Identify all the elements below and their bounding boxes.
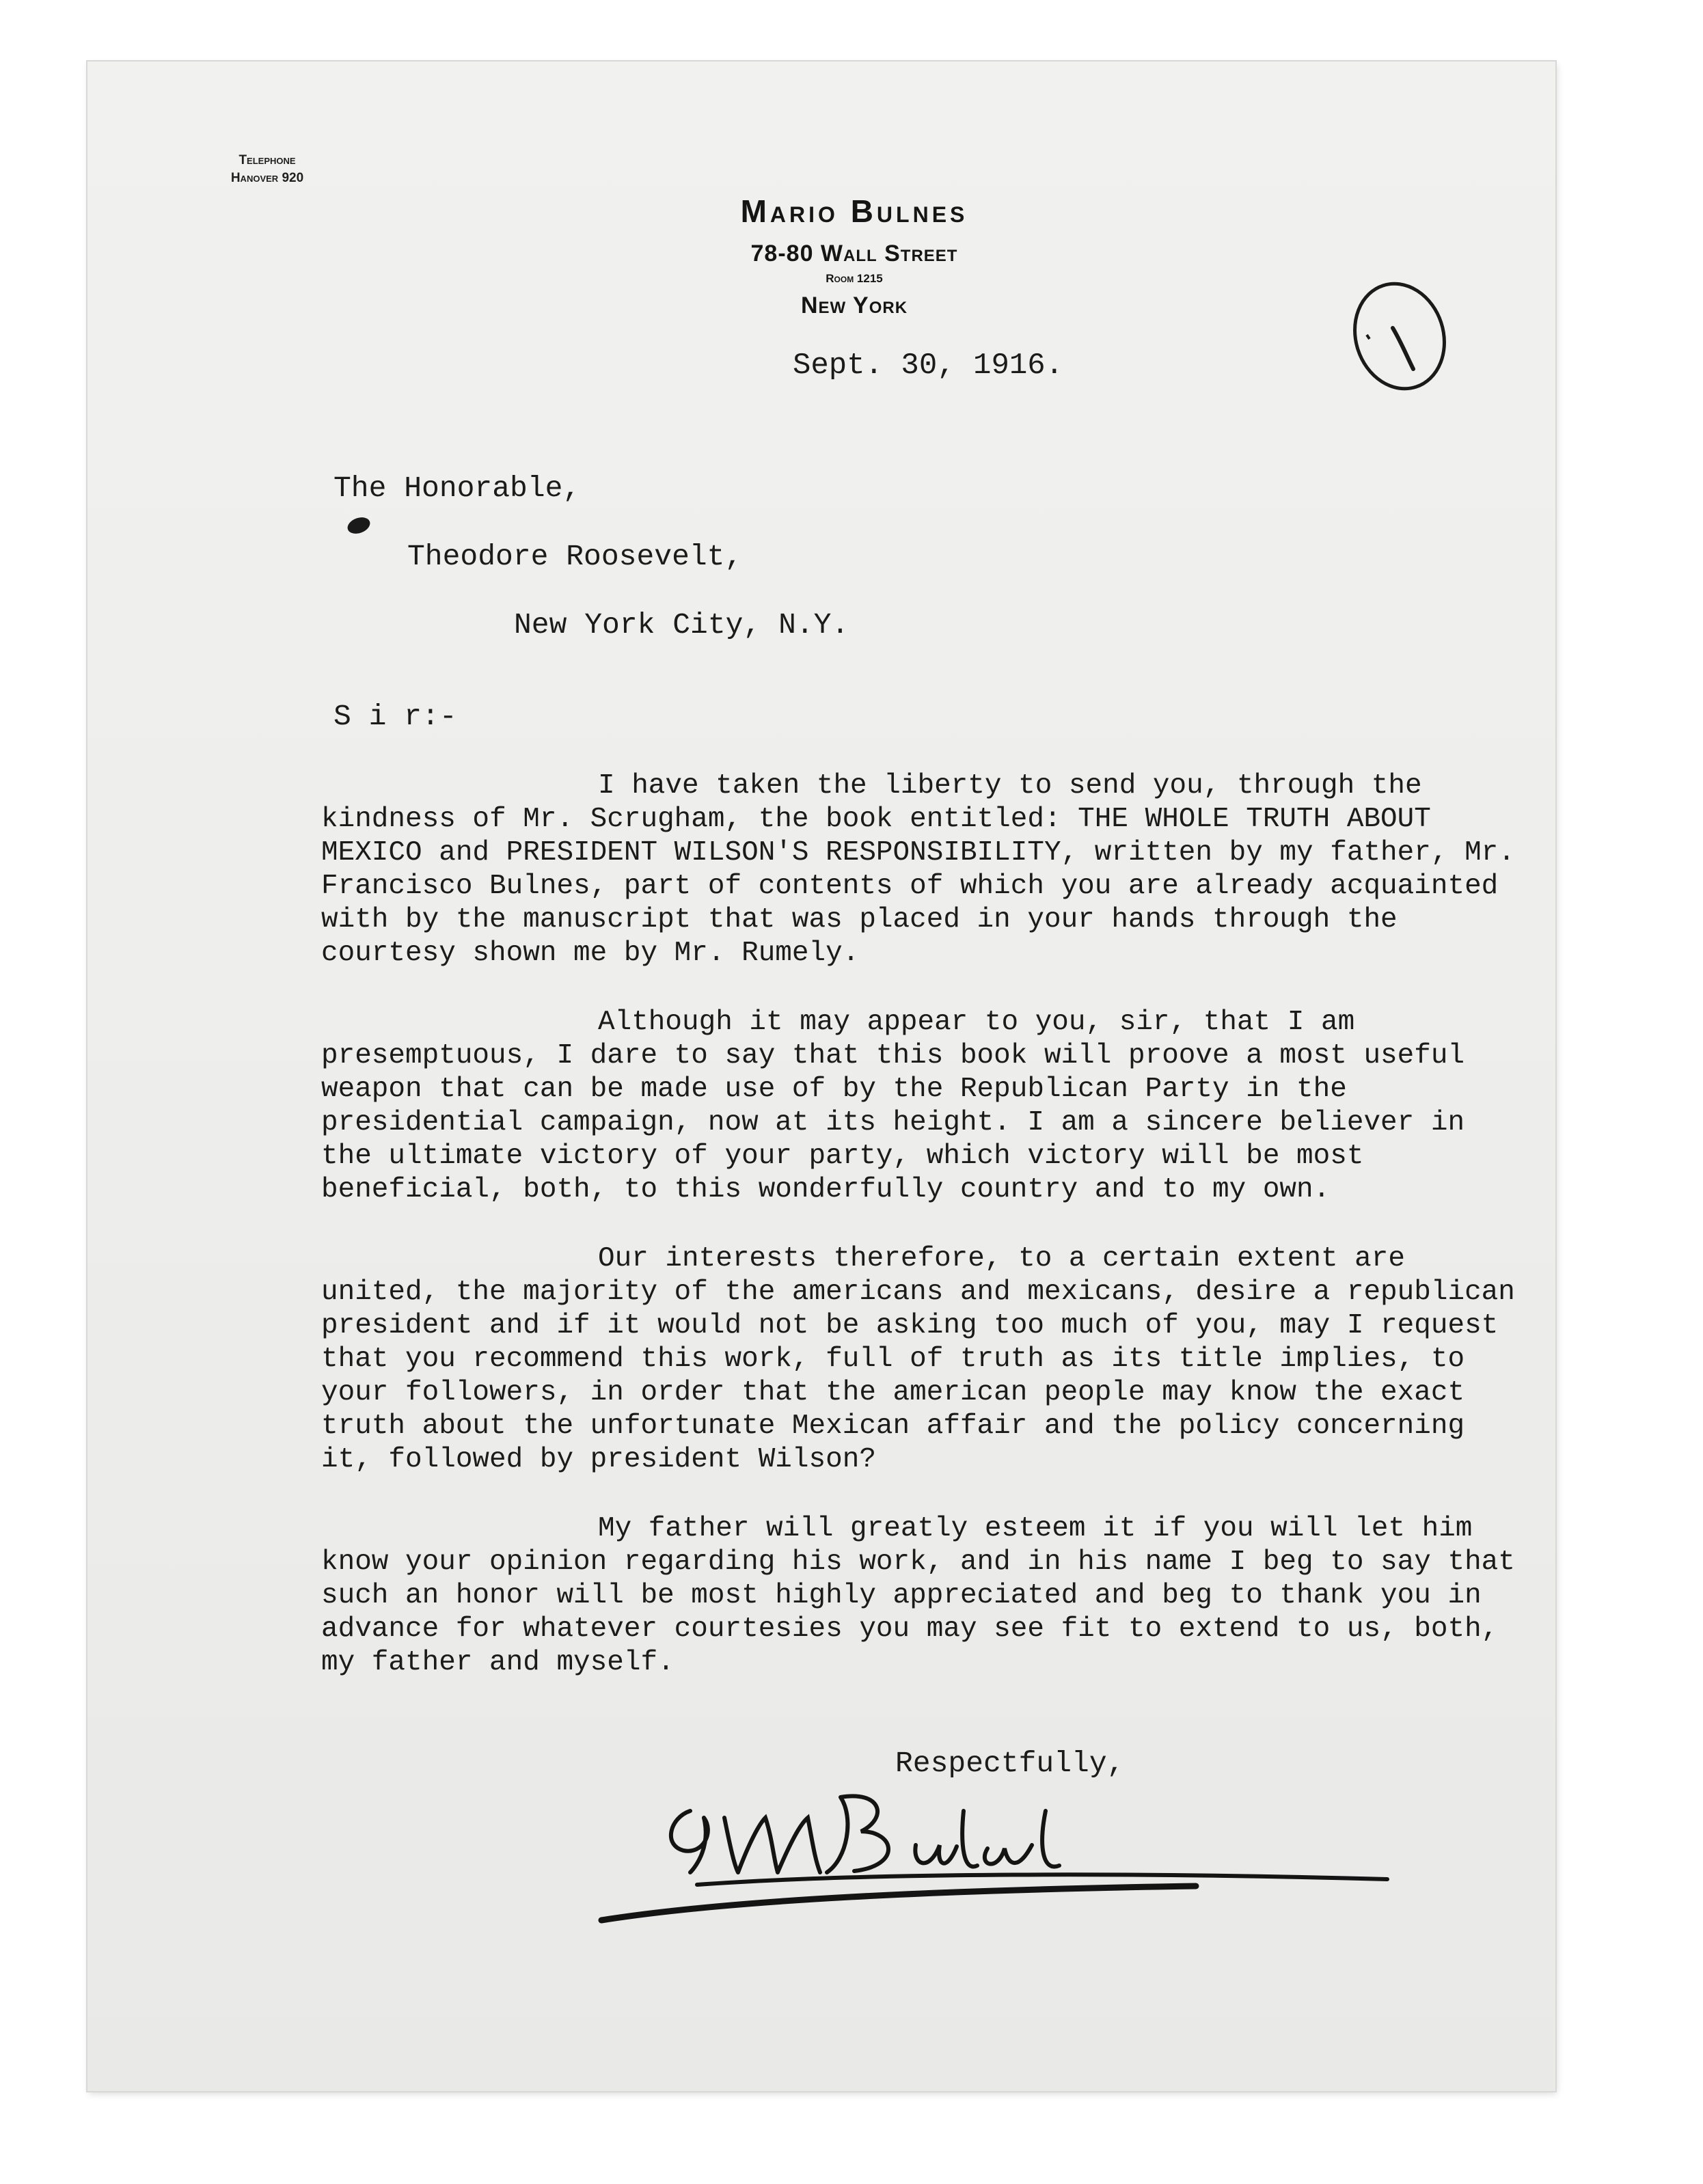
telephone-block: [209, 152, 325, 187]
handwritten-circle-mark: [1339, 273, 1469, 403]
letter-date: Sept. 30, 1916.: [793, 349, 1064, 383]
telephone-label: Telephone: [239, 153, 296, 167]
body-paragraph-2: Although it may appear to you, sir, that I am presemptuous, I dare to say that this book will proove a most useful weapon that can be made use of by the Republican Party in the presidential campaign, now at its height. I am a sincere believer in the ultimate victory of your party, which victory will be most beneficial, both, to this wonderfully country and to my own.: [321, 1007, 1465, 1205]
address-line-1: The Honorable,: [333, 472, 581, 505]
salutation: S i r:-: [333, 700, 457, 733]
body-paragraph-3: Our interests therefore, to a certain extent are united, the majority of the americans and mexicans, desire a republican president and if it would not be asking too much of you, may I request that you recommend this work, full of truth as its title implies, to your followers, in order that the american people may know the exact truth about the unfortunate Mexican affair and the policy concerning it, followed by president Wilson?: [321, 1243, 1515, 1475]
address-line-3: New York City, N.Y.: [514, 608, 849, 642]
closing: Respectfully,: [895, 1747, 1125, 1780]
body-paragraph-4: My father will greatly esteem it if you will let him know your opinion regarding his work, and in his name I beg to say that such an honor will be most highly appreciated and beg to thank you in advance for whatever courtesies you may see fit to extend to us, both, my father and myself.: [321, 1513, 1515, 1678]
letterhead-room: Room 1215: [826, 272, 883, 285]
body-paragraph-1: I have taken the liberty to send you, through the kindness of Mr. Scrugham, the book entitled: THE WHOLE TRUTH ABOUT MEXICO and PRESIDENT WILSON'S RESPONSIBILITY, written by my father, Mr. Francisco Bulnes, part of contents of which you are already acquainted with by the manuscript that was placed in your hands through the courtesy shown me by Mr. Rumely.: [321, 770, 1515, 969]
letterhead-name: Mario Bulnes: [740, 193, 968, 229]
letterhead-street: 78-80 Wall Street: [750, 241, 958, 267]
letterhead-city: New York: [800, 292, 908, 318]
telephone-number: Hanover 920: [230, 171, 304, 185]
letter-body: [321, 769, 1524, 1715]
handwritten-signature: [595, 1770, 1415, 1948]
address-line-2: Theodore Roosevelt,: [407, 540, 743, 573]
